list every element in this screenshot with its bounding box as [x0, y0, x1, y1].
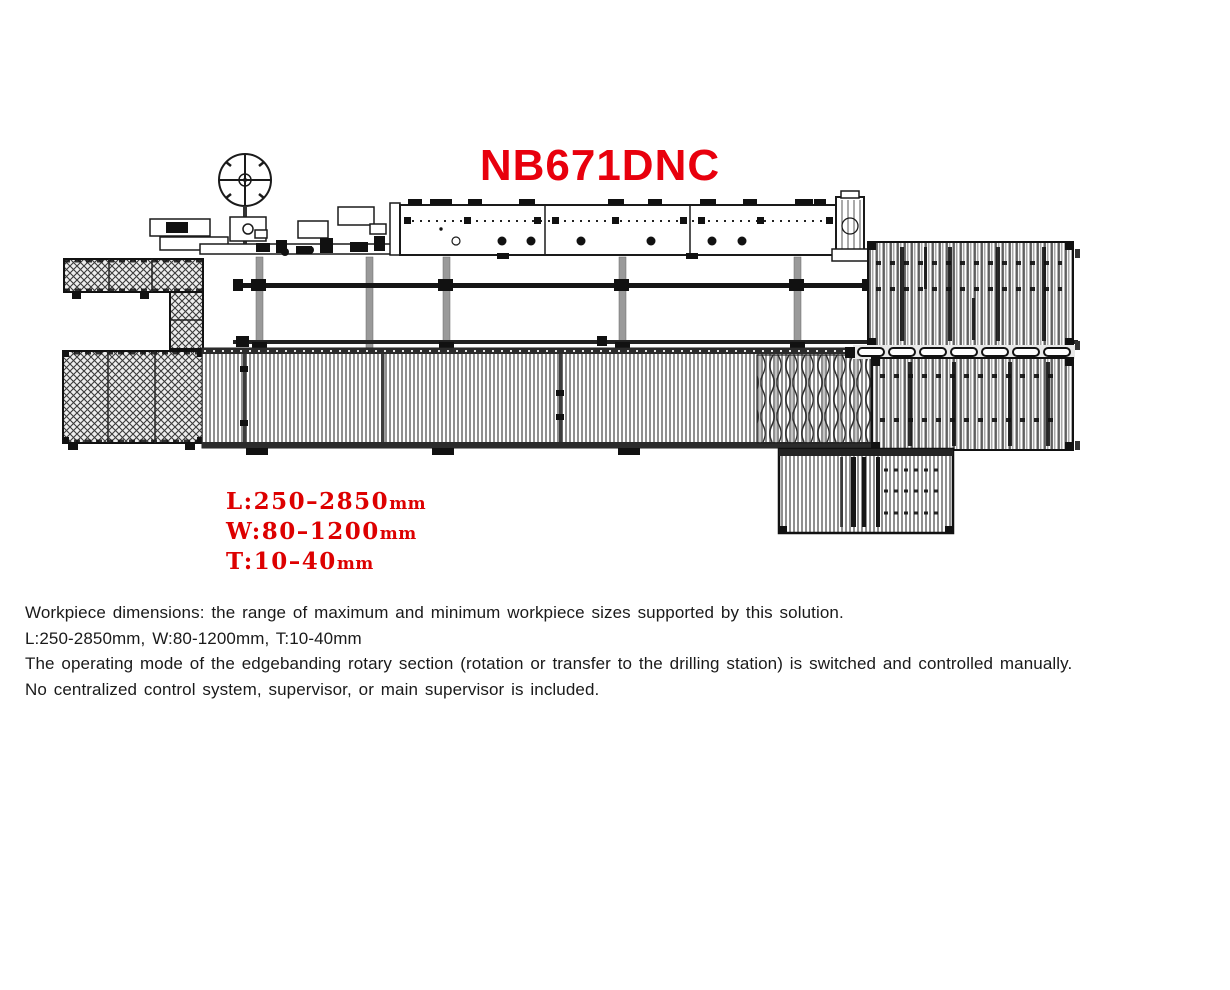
drive-motor-icon	[832, 191, 868, 261]
diagram-title: NB671DNC	[479, 141, 721, 190]
description-line-2: L:250-2850mm, W:80-1200mm, T:10-40mm	[25, 628, 362, 648]
left-mesh-conveyor	[63, 259, 203, 450]
workpiece-dimensions-label	[226, 488, 426, 578]
lower-right-roller-table	[872, 358, 1073, 450]
description-line-1: Workpiece dimensions: the range of maximum and minimum workpiece sizes supported by this solution.	[25, 603, 844, 622]
frame-rail-upper	[233, 283, 873, 288]
description-line-3: The operating mode of the edgebanding rotary section (rotation or transfer to the drilling station) is switched and controlled manually.	[25, 654, 1073, 673]
dimension-length: L:250–2850mm	[226, 488, 427, 515]
outfeed-roller-table	[779, 449, 953, 533]
description-text	[25, 600, 1215, 702]
infeed-units	[150, 207, 398, 256]
edgebander-body	[390, 199, 838, 259]
workpiece-panel	[757, 355, 871, 443]
main-roller-conveyor	[202, 348, 880, 455]
dimension-width: W:80–1200mm	[226, 518, 417, 545]
transfer-rollers	[845, 345, 1075, 359]
upper-right-roller-table	[868, 242, 1073, 346]
description-line-4: No centralized control system, supervisor, or main supervisor is included.	[25, 679, 600, 699]
edge-ticks	[1075, 249, 1080, 450]
dimension-thickness: T:10–40mm	[226, 548, 374, 575]
